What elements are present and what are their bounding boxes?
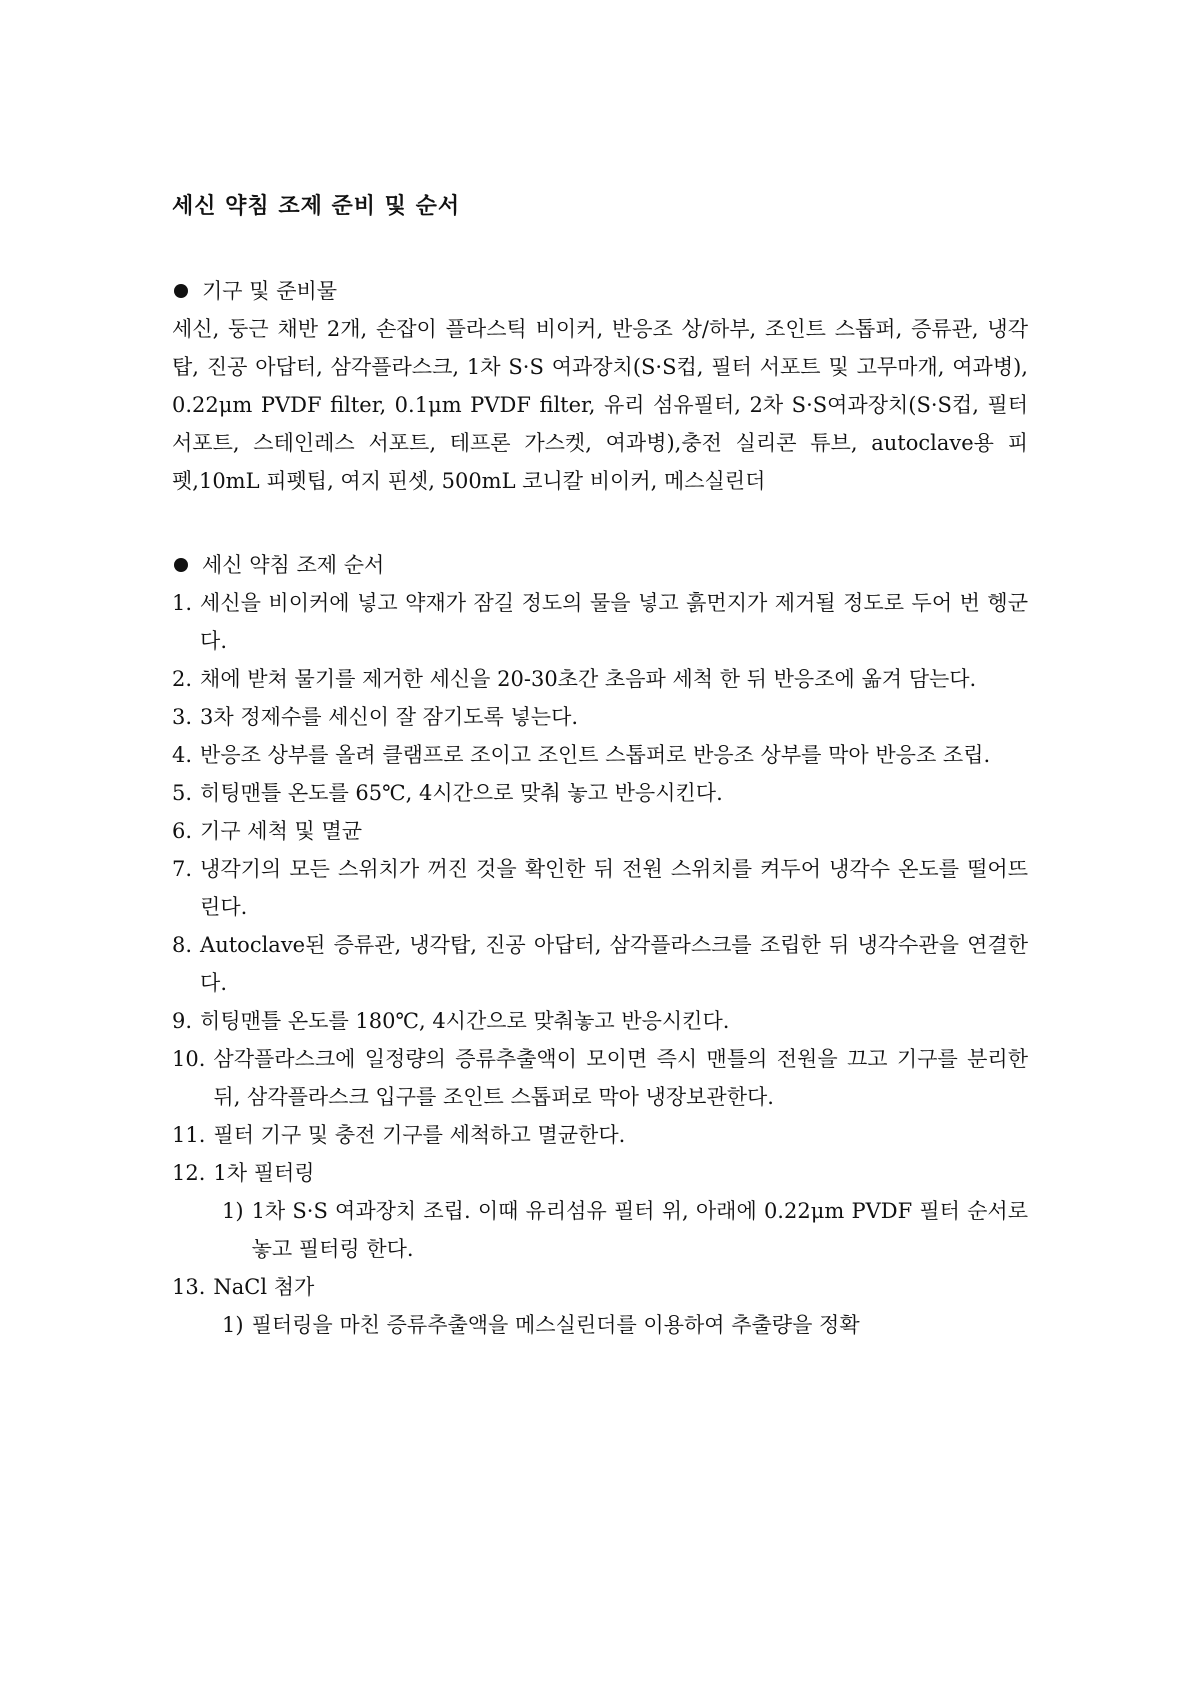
step-row <box>172 1154 1028 1192</box>
section-heading-label: 세신 약침 조제 순서 <box>202 553 385 577</box>
section-heading-equipment <box>172 272 1028 310</box>
procedure-step <box>172 1116 1028 1154</box>
step-text: 삼각플라스크에 일정량의 증류추출액이 모이면 즉시 맨틀의 전원을 끄고 기구를 분리한 뒤, 삼각플라스크 입구를 조인트 스톱퍼로 막아 냉장보관한다. <box>213 1047 1028 1109</box>
step-row <box>172 736 1028 774</box>
procedure-step <box>172 698 1028 736</box>
step-text: 히팅맨틀 온도를 65℃, 4시간으로 맞춰 놓고 반응시킨다. <box>200 781 723 805</box>
procedure-step <box>172 660 1028 698</box>
step-row <box>172 1116 1028 1154</box>
section-spacer <box>172 500 1028 546</box>
step-row <box>172 698 1028 736</box>
step-text: Autoclave된 증류관, 냉각탑, 진공 아답터, 삼각플라스크를 조립한 뒤 냉각수관을 연결한다. <box>200 933 1028 995</box>
step-number: 13. <box>172 1275 206 1299</box>
step-number: 3. <box>172 705 193 729</box>
procedure-step <box>172 774 1028 812</box>
step-text: 필터 기구 및 충전 기구를 세척하고 멸균한다. <box>213 1123 626 1147</box>
step-number: 7. <box>172 857 193 881</box>
step-text: 냉각기의 모든 스위치가 꺼진 것을 확인한 뒤 전원 스위치를 켜두어 냉각수 온도를 떨어뜨린다. <box>200 857 1028 919</box>
step-row <box>172 584 1028 660</box>
procedure-step <box>172 1040 1028 1116</box>
procedure-step <box>172 812 1028 850</box>
step-number: 8. <box>172 933 193 957</box>
sub-step <box>222 1192 1028 1268</box>
sub-steps <box>172 1192 1028 1268</box>
step-text: 반응조 상부를 올려 클램프로 조이고 조인트 스톱퍼로 반응조 상부를 막아 반응조 조립. <box>200 743 991 767</box>
step-text: 세신을 비이커에 넣고 약재가 잠길 정도의 물을 넣고 흙먼지가 제거될 정도로 두어 번 헹군다. <box>200 591 1028 653</box>
procedure-step <box>172 736 1028 774</box>
step-row <box>172 1040 1028 1116</box>
step-text: 채에 받쳐 물기를 제거한 세신을 20-30초간 초음파 세척 한 뒤 반응조에 옮겨 담는다. <box>200 667 977 691</box>
step-text: 히팅맨틀 온도를 180℃, 4시간으로 맞춰놓고 반응시킨다. <box>200 1009 730 1033</box>
step-text: 1차 필터링 <box>213 1161 315 1185</box>
step-number: 2. <box>172 667 193 691</box>
step-number: 5. <box>172 781 193 805</box>
step-row <box>172 1002 1028 1040</box>
step-row <box>172 660 1028 698</box>
procedure-step <box>172 850 1028 926</box>
step-number: 6. <box>172 819 193 843</box>
step-number: 12. <box>172 1161 206 1185</box>
step-number: 1. <box>172 591 193 615</box>
sub-step-number: 1) <box>222 1199 244 1223</box>
step-text: NaCl 첨가 <box>213 1275 315 1299</box>
document-page <box>172 190 1028 1344</box>
step-row <box>172 774 1028 812</box>
step-row <box>172 1268 1028 1306</box>
section-heading-procedure <box>172 546 1028 584</box>
step-number: 9. <box>172 1009 193 1033</box>
sub-step-number: 1) <box>222 1313 244 1337</box>
step-row <box>172 926 1028 1002</box>
section-heading-label: 기구 및 준비물 <box>202 279 338 303</box>
step-number: 11. <box>172 1123 206 1147</box>
sub-step-text: 필터링을 마친 증류추출액을 메스실린더를 이용하여 추출량을 정확 <box>251 1313 860 1337</box>
step-number: 10. <box>172 1047 206 1071</box>
page-title: 세신 약침 조제 준비 및 순서 <box>172 194 461 219</box>
step-row <box>172 812 1028 850</box>
procedure-step <box>172 1002 1028 1040</box>
procedure-steps <box>172 584 1028 1344</box>
step-text: 기구 세척 및 멸균 <box>200 819 363 843</box>
procedure-step <box>172 1154 1028 1268</box>
bullet-icon <box>174 558 188 572</box>
procedure-step <box>172 1268 1028 1344</box>
equipment-list: 세신, 둥근 채반 2개, 손잡이 플라스틱 비이커, 반응조 상/하부, 조인트 스톱퍼, 증류관, 냉각탑, 진공 아답터, 삼각플라스크, 1차 S·S 여과장치(S·S컵, 필터 서포트 및 고무마개, 여과병), 0.22μm PVDF filter, 0.1μm PVDF filter, 유리 섬유필터, 2차 S·S여과장치(S·S컵, 필터 서포트, 스테인레스 서포트, 테프론 가스켓, 여과병),충전 실리콘 튜브, autoclave용 피펫,10mL 피펫팁, 여지 핀셋, 500mL 코니칼 비이커, 메스실린더 <box>172 317 1028 493</box>
step-text: 3차 정제수를 세신이 잘 잠기도록 넣는다. <box>200 705 579 729</box>
procedure-step <box>172 926 1028 1002</box>
step-number: 4. <box>172 743 193 767</box>
bullet-icon <box>174 284 188 298</box>
procedure-step <box>172 584 1028 660</box>
sub-steps <box>172 1306 1028 1344</box>
sub-step <box>222 1306 1028 1344</box>
sub-step-text: 1차 S·S 여과장치 조립. 이때 유리섬유 필터 위, 아래에 0.22μm PVDF 필터 순서로 놓고 필터링 한다. <box>251 1199 1028 1261</box>
step-row <box>172 850 1028 926</box>
